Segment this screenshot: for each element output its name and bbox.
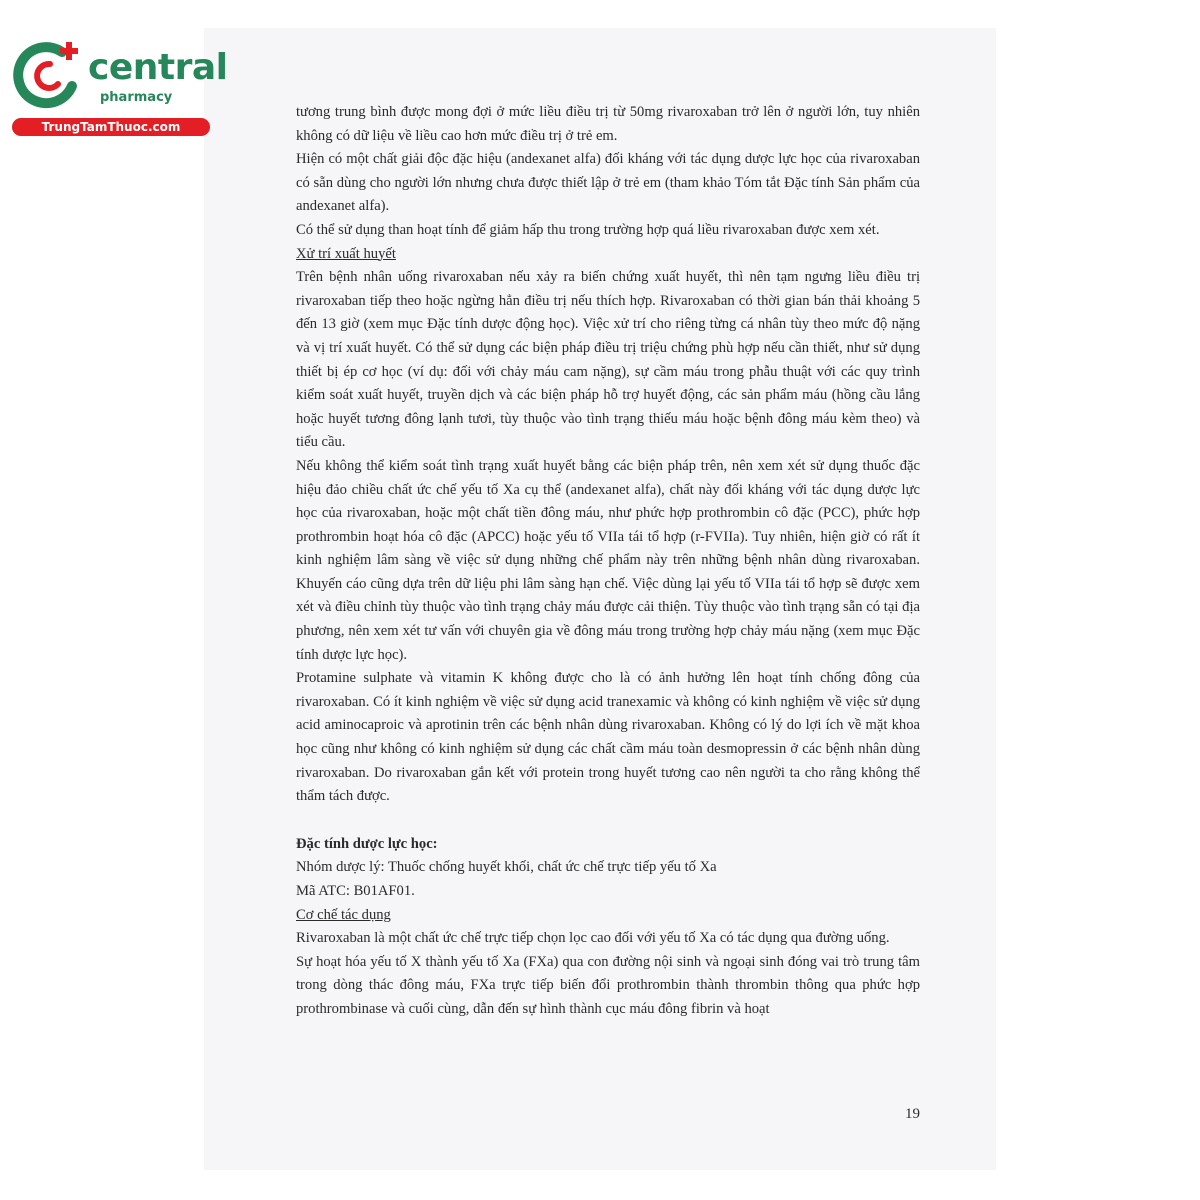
central-pharmacy-logo[interactable] bbox=[10, 38, 228, 138]
document-body bbox=[296, 101, 920, 1022]
paragraph: tương trung bình được mong đợi ở mức liều điều trị từ 50mg rivaroxaban trở lên ở người lớn, tuy nhiên không có dữ liệu về liều cao hơn mức điều trị ở trẻ em. bbox=[296, 104, 920, 144]
section-heading-bleeding: Xử trí xuất huyết bbox=[296, 245, 396, 262]
paragraph: Protamine sulphate và vitamin K không được cho là có ảnh hưởng lên hoạt tính chống đông của rivaroxaban. Có ít kinh nghiệm về việc sử dụng acid tranexamic và không có kinh nghiệm về việc sử dụng acid aminocaproic và aprotinin trên các bệnh nhân dùng rivaroxaban. Không có lý do lợi ích về mặt khoa học cũng như không có kinh nghiệm sử dụng các chất cầm máu toàn desmopressin ở các bệnh nhân dùng rivaroxaban. Do rivaroxaban gắn kết với protein trong huyết tương cao nên người ta cho rằng không thể thẩm tách được. bbox=[296, 670, 920, 805]
paragraph: Sự hoạt hóa yếu tố X thành yếu tố Xa (FXa) qua con đường nội sinh và ngoại sinh đóng vai trò trung tâm trong dòng thác đông máu, FXa trực tiếp biến đổi prothrombin thành thrombin thông qua phức hợp prothrombinase và cuối cùng, dẫn đến sự hình thành cục máu đông fibrin và hoạt bbox=[296, 953, 920, 1017]
section-heading-pharmacodynamics: Đặc tính dược lực học: bbox=[296, 835, 438, 852]
paragraph: Hiện có một chất giải độc đặc hiệu (andexanet alfa) đối kháng với tác dụng dược lực học của rivaroxaban có sẵn dùng cho người lớn nhưng chưa được thiết lập ở trẻ em (tham khảo Tóm tắt Đặc tính Sản phẩm của andexanet alfa). bbox=[296, 151, 920, 215]
paragraph: Rivaroxaban là một chất ức chế trực tiếp chọn lọc cao đối với yếu tố Xa có tác dụng qua đường uống. bbox=[296, 930, 890, 947]
paragraph: Nhóm dược lý: Thuốc chống huyết khối, chất ức chế trực tiếp yếu tố Xa bbox=[296, 859, 717, 876]
paragraph: Mã ATC: B01AF01. bbox=[296, 883, 415, 899]
logo-mark-icon bbox=[10, 38, 90, 118]
paragraph: Nếu không thể kiểm soát tình trạng xuất huyết bằng các biện pháp trên, nên xem xét sử dụng thuốc đặc hiệu đảo chiều chất ức chế yếu tố Xa cụ thể (andexanet alfa), chất này đối kháng với tác dụng dược lực học của rivaroxaban, hoặc một chất tiền đông máu, như phức hợp prothrombin cô đặc (PCC), phức hợp prothrombin hoạt hóa cô đặc (APCC) hoặc yếu tố VIIa tái tổ hợp (r-FVIIa). Tuy nhiên, hiện giờ có rất ít kinh nghiệm lâm sàng về việc sử dụng những chế phẩm này trên những bệnh nhân dùng rivaroxaban. Khuyến cáo cũng dựa trên dữ liệu phi lâm sàng hạn chế. Việc dùng lại yếu tố VIIa tái tổ hợp sẽ được xem xét và điều chỉnh tùy thuộc vào tình trạng chảy máu được cải thiện. Tùy thuộc vào tình trạng sẵn có tại địa phương, nên xem xét tư vấn với chuyên gia về đông máu trong trường hợp chảy máu nặng (xem mục Đặc tính dược lực học). bbox=[296, 457, 920, 663]
logo-name: central bbox=[88, 47, 228, 88]
logo-url-badge: TrungTamThuoc.com bbox=[12, 118, 210, 136]
page-number: 19 bbox=[905, 1106, 920, 1122]
paragraph: Trên bệnh nhân uống rivaroxaban nếu xảy ra biến chứng xuất huyết, thì nên tạm ngưng liều điều trị rivaroxaban tiếp theo hoặc ngừng hẳn điều trị nếu thích hợp. Rivaroxaban có thời gian bán thải khoảng 5 đến 13 giờ (xem mục Đặc tính dược động học). Việc xử trí cho riêng từng cá nhân tùy theo mức độ nặng và vị trí xuất huyết. Có thể sử dụng các biện pháp điều trị triệu chứng phù hợp nếu cần thiết, như sử dụng thiết bị ép cơ học (ví dụ: đối với chảy máu cam nặng), sự cầm máu trong phẫu thuật với các quy trình kiểm soát xuất huyết, truyền dịch và các biện pháp hỗ trợ huyết động, các sản phẩm máu (hồng cầu lắng hoặc huyết tương đông lạnh tươi, tùy thuộc vào tình trạng thiếu máu hoặc bệnh đông máu kèm theo) và tiểu cầu. bbox=[296, 269, 920, 451]
section-heading-mechanism: Cơ chế tác dụng bbox=[296, 906, 391, 923]
paragraph: Có thể sử dụng than hoạt tính để giảm hấp thu trong trường hợp quá liều rivaroxaban được xem xét. bbox=[296, 221, 880, 238]
logo-subtitle: pharmacy bbox=[100, 90, 173, 105]
